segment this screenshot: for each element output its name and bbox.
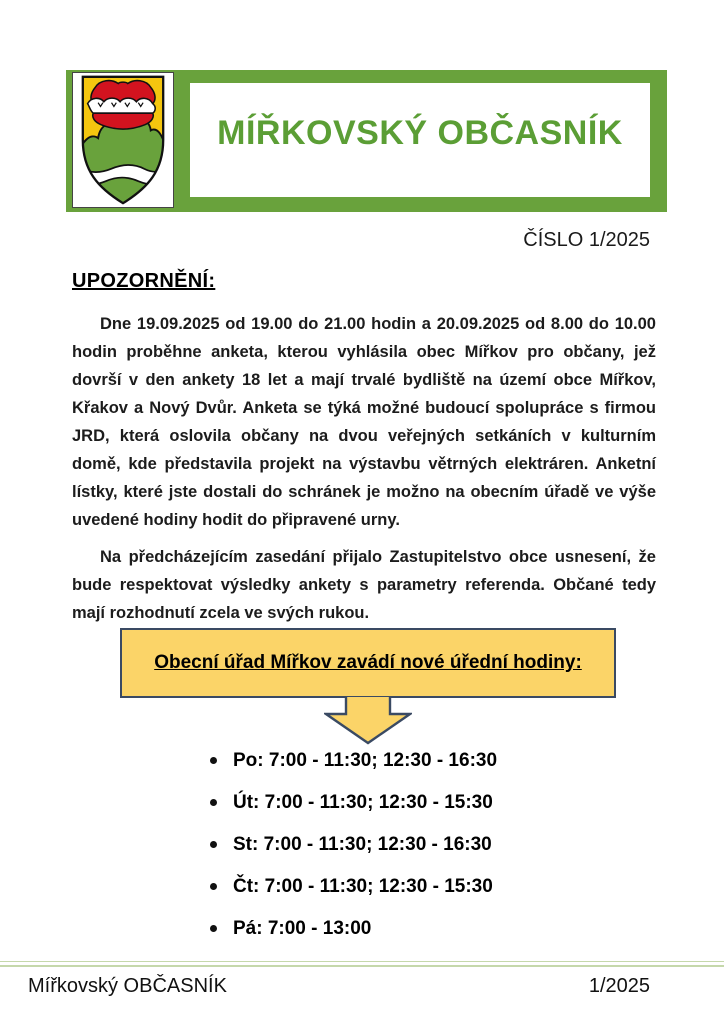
notice-paragraph-2: Na předcházejícím zasedání přijalo Zastupitelstvo obce usnesení, že bude respektovat výsledky ankety s parametry referenda. Občané tedy mají rozhodnutí zcela ve svých rukou. [72,548,656,622]
masthead-band [66,70,667,212]
list-item [72,749,656,791]
list-item [72,917,656,959]
list-item [72,875,656,917]
list-item [72,791,656,833]
bullet-icon [210,841,217,848]
office-hours-section [72,628,656,959]
footer-newsletter-name: Mířkovský OBČASNÍK [28,975,227,997]
office-hours-thursday: Čt: 7:00 - 11:30; 12:30 - 15:30 [233,876,493,897]
office-hours-monday: Po: 7:00 - 11:30; 12:30 - 16:30 [233,750,498,771]
bullet-icon [210,883,217,890]
coat-of-arms-box [72,72,174,208]
office-hours-list [72,749,656,959]
issue-number: ČÍSLO 1/2025 [523,229,650,251]
notice-paragraph-1: Dne 19.09.2025 od 19.00 do 21.00 hodin a 20.09.2025 od 8.00 do 10.00 hodin proběhne anketa, kterou vyhlásila obec Mířkov pro občany, jež dovrší v den ankety 18 let a mají trvalé bydliště na území obce Mířkov, Křakov a Nový Dvůr. Anketa se týká možné budoucí spolupráce s firmou JRD, která oslovila občany na dvou veřejných setkáních v kulturním domě, kde představila projekt na výstavbu větrných elektráren. Anketní lístky, které jste dostali do schránek je možno na obecním úřadě ve výše uvedené hodiny hodit do připravené urny. [72,315,656,529]
down-arrow-icon [324,697,412,745]
footer-divider [0,961,724,962]
office-hours-wednesday: St: 7:00 - 11:30; 12:30 - 16:30 [233,834,492,855]
bullet-icon [210,757,217,764]
mirkov-coat-of-arms-icon [73,73,173,207]
page-footer [0,961,724,998]
bullet-icon [210,925,217,932]
office-hours-friday: Pá: 7:00 - 13:00 [233,918,372,939]
newsletter-title: MÍŘKOVSKÝ OBČASNÍK [217,113,623,152]
bullet-icon [210,799,217,806]
list-item [72,833,656,875]
notice-heading: UPOZORNĚNÍ: [72,270,216,292]
footer-issue-number: 1/2025 [588,975,650,997]
office-hours-tuesday: Út: 7:00 - 11:30; 12:30 - 15:30 [233,792,493,813]
masthead-title-panel [190,83,650,197]
callout-text: Obecní úřad Mířkov zavádí nové úřední hodiny: [154,652,582,673]
notice-section [72,268,656,627]
callout-box [120,628,616,698]
